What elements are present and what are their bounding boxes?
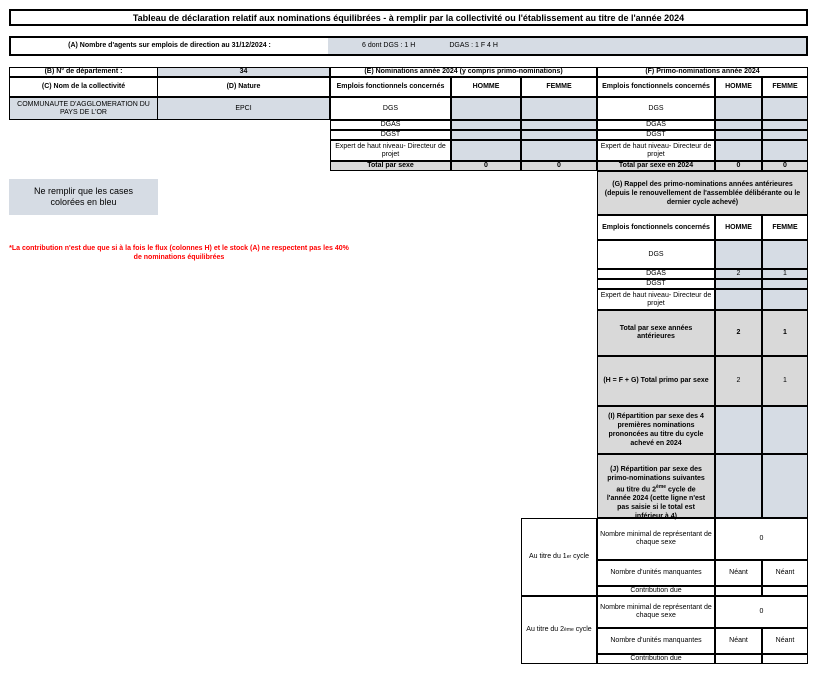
dept-value[interactable]: 34 [157, 67, 330, 77]
cycle1-label-suffix: cycle [571, 553, 590, 560]
section-g-title: (G) Rappel des primo-nominations années antérieures (depuis le renouvellement de l'assemblée délibérante ou le dernier cycle achevé) [597, 171, 808, 215]
j-femme-input[interactable] [762, 454, 808, 518]
e-col-homme: HOMME [451, 77, 521, 97]
cycle1-manq-homme: Néant [715, 560, 762, 586]
i-femme-input[interactable] [762, 406, 808, 454]
agents-value-field[interactable] [328, 38, 806, 54]
j-label-part-c: cycle de l'année 2024 (cette ligne n'est pas saisie si le total est inférieur à 4) [606, 486, 706, 521]
j-label-part-a: (J) Répartition par sexe des primo-nominations suivantes au titre du [607, 466, 705, 494]
e-col-femme: FEMME [521, 77, 597, 97]
cycle2-manq-label: Nombre d'unités manquantes [597, 628, 715, 654]
g-col-emplois: Emplois fonctionnels concernés [597, 215, 715, 240]
section-f-title: (F) Primo-nominations année 2024 [597, 67, 808, 77]
page-title: Tableau de déclaration relatif aux nominations équilibrées - à remplir par la collectivité ou l'établissement au titre de l'année 2024 [9, 9, 808, 26]
g-total-femme: 1 [762, 310, 808, 356]
f-row-femme-input[interactable] [762, 120, 808, 130]
i-label: (I) Répartition par sexe des 4 premières nominations prononcées au titre du cycle achevé en 2024 [597, 406, 715, 454]
cycle1-contrib-label: Contribution due [597, 586, 715, 596]
e-row-homme-input[interactable] [451, 97, 521, 120]
e-row-femme-input[interactable] [521, 97, 597, 120]
g-row-label: DGS [597, 240, 715, 269]
g-row-femme-input[interactable] [762, 289, 808, 310]
contribution-warning: *La contribution n'est due que si à la fois le flux (colonnes H) et le stock (A) ne respectent pas les 40% de nominations équilibrées [9, 245, 349, 261]
cycle2-min-value: 0 [715, 596, 808, 628]
cycle2-manq-femme: Néant [762, 628, 808, 654]
cycle2-label-text: Au titre du 2 [526, 626, 565, 633]
j-label [597, 454, 715, 521]
f-row-homme-input[interactable] [715, 97, 762, 120]
f-total-homme: 0 [715, 161, 762, 171]
g-row-femme-input[interactable] [762, 279, 808, 289]
g-total-homme: 2 [715, 310, 762, 356]
col-collectivite-header: (C) Nom de la collectivité [9, 77, 158, 97]
agents-value-dgas: DGAS : 1 F 4 H [449, 42, 498, 49]
f-row-femme-input[interactable] [762, 97, 808, 120]
note-box: Ne remplir que les cases colorées en bleu [9, 179, 158, 215]
g-row-femme-input[interactable] [762, 240, 808, 269]
j-label-sup: ème [656, 484, 667, 490]
cycle1-contrib-homme [715, 586, 762, 596]
e-total-label: Total par sexe [330, 161, 451, 171]
col-nature-header: (D) Nature [157, 77, 330, 97]
f-row-femme-input[interactable] [762, 130, 808, 140]
cycle2-label [521, 596, 597, 664]
e-row-label: DGS [330, 97, 451, 120]
cycle1-label-sup: er [566, 554, 572, 560]
f-total-label: Total par sexe en 2024 [597, 161, 715, 171]
f-row-homme-input[interactable] [715, 130, 762, 140]
cycle1-manq-femme: Néant [762, 560, 808, 586]
cycle2-label-sup: ème [564, 627, 574, 633]
f-col-homme: HOMME [715, 77, 762, 97]
cycle2-min-label: Nombre minimal de représentant de chaque sexe [597, 596, 715, 628]
f-row-label: DGS [597, 97, 715, 120]
h-total-femme: 1 [762, 356, 808, 406]
f-row-femme-input[interactable] [762, 140, 808, 161]
e-row-label: DGST [330, 130, 451, 140]
f-total-femme: 0 [762, 161, 808, 171]
g-row-homme-input[interactable]: 2 [715, 269, 762, 279]
j-label-part-b: 2 [652, 486, 657, 494]
e-row-label: Expert de haut niveau- Directeur de projet [330, 140, 451, 161]
g-col-femme: FEMME [762, 215, 808, 240]
cycle1-min-value: 0 [715, 518, 808, 560]
g-row-homme-input[interactable] [715, 289, 762, 310]
g-row-label: DGAS [597, 269, 715, 279]
f-row-homme-input[interactable] [715, 140, 762, 161]
cycle2-contrib-homme [715, 654, 762, 664]
g-row-femme-input[interactable]: 1 [762, 269, 808, 279]
g-row-homme-input[interactable] [715, 279, 762, 289]
g-total-label: Total par sexe années antérieures [597, 310, 715, 356]
f-row-label: DGAS [597, 120, 715, 130]
collectivite-name[interactable]: COMMUNAUTE D'AGGLOMERATION DU PAYS DE L'OR [9, 97, 158, 120]
g-row-homme-input[interactable] [715, 240, 762, 269]
e-row-homme-input[interactable] [451, 120, 521, 130]
h-total-label: (H = F + G) Total primo par sexe [597, 356, 715, 406]
e-col-emplois: Emplois fonctionnels concernés [330, 77, 451, 97]
cycle2-label-suffix: cycle [573, 626, 592, 633]
cycle2-manq-homme: Néant [715, 628, 762, 654]
f-row-label: DGST [597, 130, 715, 140]
cycle2-contrib-femme [762, 654, 808, 664]
e-row-femme-input[interactable] [521, 120, 597, 130]
e-row-homme-input[interactable] [451, 130, 521, 140]
collectivite-nature[interactable]: EPCI [157, 97, 330, 120]
g-row-label: DGST [597, 279, 715, 289]
agents-value: 6 dont DGS : 1 H [362, 42, 416, 49]
f-col-femme: FEMME [762, 77, 808, 97]
e-row-femme-input[interactable] [521, 130, 597, 140]
i-homme-input[interactable] [715, 406, 762, 454]
g-col-homme: HOMME [715, 215, 762, 240]
cycle1-min-label: Nombre minimal de représentant de chaque sexe [597, 518, 715, 560]
e-row-label: DGAS [330, 120, 451, 130]
cycle1-contrib-femme [762, 586, 808, 596]
e-row-homme-input[interactable] [451, 140, 521, 161]
e-total-homme: 0 [451, 161, 521, 171]
f-row-homme-input[interactable] [715, 120, 762, 130]
f-row-label: Expert de haut niveau- Directeur de projet [597, 140, 715, 161]
h-total-homme: 2 [715, 356, 762, 406]
e-total-femme: 0 [521, 161, 597, 171]
cycle1-label [521, 518, 597, 596]
g-row-label: Expert de haut niveau- Directeur de projet [597, 289, 715, 310]
dept-label: (B) N° de département : [9, 67, 158, 77]
section-e-title: (E) Nominations année 2024 (y compris primo-nominations) [330, 67, 597, 77]
e-row-femme-input[interactable] [521, 140, 597, 161]
cycle2-contrib-label: Contribution due [597, 654, 715, 664]
cycle1-label-text: Au titre du 1 [528, 553, 567, 560]
j-homme-input[interactable] [715, 454, 762, 518]
agents-label: (A) Nombre d'agents sur emplois de direction au 31/12/2024 : [68, 42, 271, 49]
f-col-emplois: Emplois fonctionnels concernés [597, 77, 715, 97]
cycle1-manq-label: Nombre d'unités manquantes [597, 560, 715, 586]
